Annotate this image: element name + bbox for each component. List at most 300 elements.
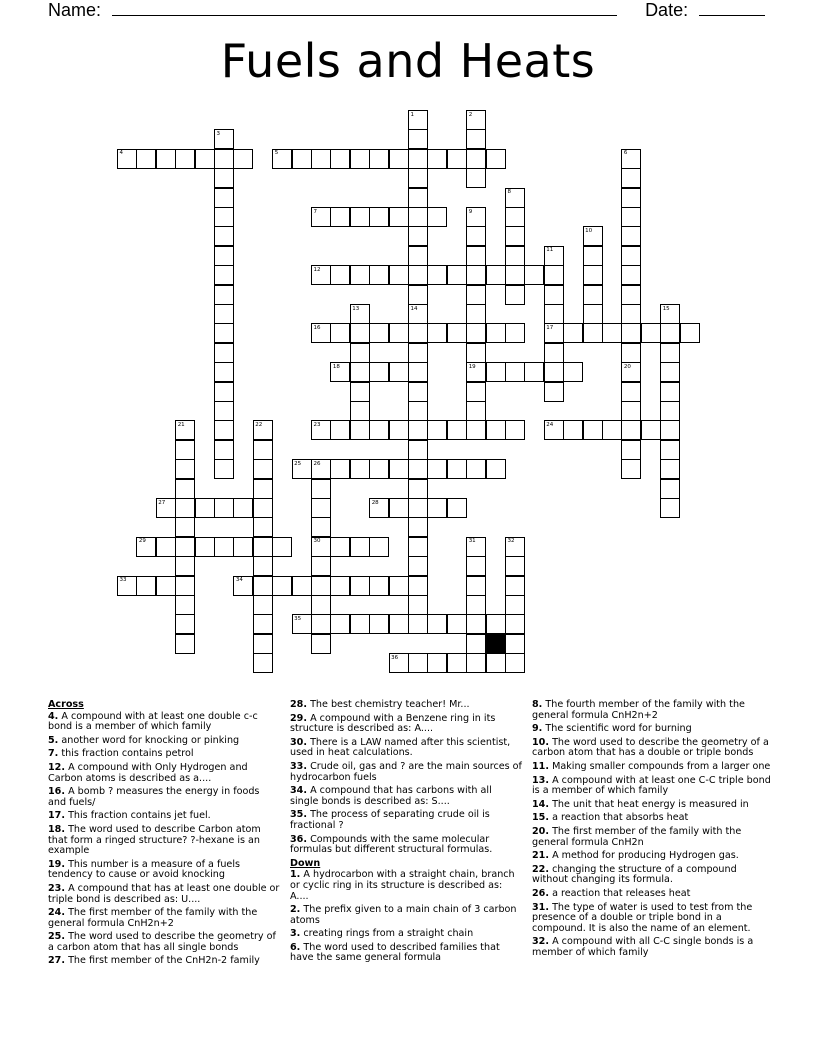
grid-cell[interactable] <box>447 265 467 285</box>
grid-cell[interactable] <box>156 537 176 557</box>
grid-cell[interactable] <box>311 479 331 499</box>
grid-cell[interactable] <box>408 576 428 596</box>
grid-cell[interactable] <box>311 323 331 343</box>
grid-cell[interactable] <box>136 576 156 596</box>
grid-cell[interactable] <box>253 498 273 518</box>
clue-number: 3 <box>216 130 220 137</box>
grid-cell[interactable] <box>466 653 486 673</box>
clue-number: 30. <box>290 736 307 748</box>
grid-cell[interactable] <box>369 149 389 169</box>
grid-cell[interactable] <box>563 420 583 440</box>
grid-cell[interactable] <box>408 459 428 479</box>
grid-cell[interactable] <box>311 614 331 634</box>
grid-cell[interactable] <box>292 459 312 479</box>
grid-cell[interactable] <box>466 246 486 266</box>
grid-cell[interactable] <box>330 207 350 227</box>
grid-cell[interactable] <box>544 382 564 402</box>
grid-cell[interactable] <box>466 343 486 363</box>
grid-cell[interactable] <box>350 614 370 634</box>
grid-cell[interactable] <box>408 168 428 188</box>
grid-cell[interactable] <box>621 382 641 402</box>
grid-cell[interactable] <box>621 149 641 169</box>
grid-cell[interactable] <box>233 498 253 518</box>
grid-cell[interactable] <box>621 323 641 343</box>
grid-cell[interactable] <box>156 149 176 169</box>
grid-cell[interactable] <box>330 614 350 634</box>
grid-cell[interactable] <box>660 420 680 440</box>
clue-number: 32 <box>507 538 515 545</box>
grid-cell[interactable] <box>505 595 525 615</box>
grid-cell[interactable] <box>641 420 661 440</box>
grid-cell[interactable] <box>214 168 234 188</box>
grid-cell[interactable] <box>389 498 409 518</box>
grid-cell[interactable] <box>214 382 234 402</box>
grid-cell[interactable] <box>621 246 641 266</box>
grid-cell[interactable] <box>660 401 680 421</box>
grid-cell[interactable] <box>427 265 447 285</box>
grid-cell[interactable] <box>214 207 234 227</box>
grid-cell[interactable] <box>311 207 331 227</box>
grid-cell[interactable] <box>369 498 389 518</box>
grid-cell[interactable] <box>466 129 486 149</box>
grid-cell[interactable] <box>350 576 370 596</box>
grid-cell[interactable] <box>175 479 195 499</box>
grid-cell[interactable] <box>408 517 428 537</box>
grid-cell[interactable] <box>447 498 467 518</box>
grid-cell[interactable] <box>214 401 234 421</box>
grid-cell[interactable] <box>408 207 428 227</box>
grid-cell[interactable] <box>544 304 564 324</box>
grid-cell[interactable] <box>447 614 467 634</box>
clue-text: changing the structure of a compound without changing its formula. <box>532 863 737 886</box>
grid-cell[interactable] <box>214 459 234 479</box>
grid-cell[interactable] <box>369 459 389 479</box>
grid-cell[interactable] <box>408 653 428 673</box>
grid-cell[interactable] <box>466 382 486 402</box>
grid-cell[interactable] <box>505 188 525 208</box>
grid-cell[interactable] <box>621 343 641 363</box>
grid-cell[interactable] <box>486 459 506 479</box>
grid-cell[interactable] <box>175 576 195 596</box>
grid-cell[interactable] <box>369 362 389 382</box>
grid-cell[interactable] <box>369 207 389 227</box>
grid-cell[interactable] <box>350 537 370 557</box>
grid-cell[interactable] <box>175 614 195 634</box>
grid-cell[interactable] <box>505 207 525 227</box>
grid-cell[interactable] <box>466 149 486 169</box>
clue-number: 28. <box>290 699 307 710</box>
clue-text: a reaction that releases heat <box>552 887 691 899</box>
grid-cell[interactable] <box>272 537 292 557</box>
grid-cell[interactable] <box>505 246 525 266</box>
grid-cell[interactable] <box>427 614 447 634</box>
grid-cell[interactable] <box>330 362 350 382</box>
grid-cell[interactable] <box>408 323 428 343</box>
grid-cell[interactable] <box>466 304 486 324</box>
grid-cell[interactable] <box>214 226 234 246</box>
grid-cell[interactable] <box>408 149 428 169</box>
date-field[interactable] <box>699 0 765 16</box>
grid-cell[interactable] <box>408 614 428 634</box>
grid-cell[interactable] <box>408 479 428 499</box>
grid-cell[interactable] <box>311 595 331 615</box>
clue-text: The best chemistry teacher! Mr... <box>310 699 470 710</box>
grid-cell[interactable] <box>486 323 506 343</box>
grid-cell[interactable] <box>389 362 409 382</box>
grid-cell[interactable] <box>544 285 564 305</box>
grid-cell[interactable] <box>272 149 292 169</box>
grid-cell[interactable] <box>427 207 447 227</box>
grid-cell[interactable] <box>156 498 176 518</box>
grid-cell[interactable] <box>583 226 603 246</box>
grid-cell[interactable] <box>369 537 389 557</box>
grid-cell[interactable] <box>621 440 641 460</box>
grid-cell[interactable] <box>311 149 331 169</box>
grid-cell[interactable] <box>311 420 331 440</box>
grid-cell[interactable] <box>466 207 486 227</box>
grid-cell[interactable] <box>408 265 428 285</box>
grid-cell[interactable] <box>660 323 680 343</box>
grid-cell[interactable] <box>214 265 234 285</box>
grid-cell[interactable] <box>660 382 680 402</box>
grid-cell[interactable] <box>175 517 195 537</box>
grid-cell[interactable] <box>466 168 486 188</box>
grid-cell[interactable] <box>330 149 350 169</box>
grid-cell[interactable] <box>486 265 506 285</box>
grid-cell[interactable] <box>427 653 447 673</box>
grid-cell[interactable] <box>253 517 273 537</box>
grid-cell[interactable] <box>505 420 525 440</box>
grid-cell[interactable] <box>233 576 253 596</box>
clue-number: 9 <box>468 208 473 215</box>
grid-cell[interactable] <box>486 420 506 440</box>
clue-number: 7 <box>313 208 317 215</box>
clue-number: 2. <box>290 904 301 916</box>
grid-cell[interactable] <box>350 149 370 169</box>
grid-cell[interactable] <box>175 420 195 440</box>
grid-cell[interactable] <box>195 498 215 518</box>
grid-cell[interactable] <box>369 614 389 634</box>
grid-cell[interactable] <box>253 614 273 634</box>
grid-cell[interactable] <box>505 226 525 246</box>
grid-cell[interactable] <box>389 459 409 479</box>
grid-cell[interactable] <box>544 420 564 440</box>
grid-cell[interactable] <box>350 343 370 363</box>
grid-cell[interactable] <box>350 401 370 421</box>
grid-cell[interactable] <box>660 304 680 324</box>
clue-number: 10 <box>585 227 593 234</box>
grid-cell[interactable] <box>583 304 603 324</box>
grid-cell[interactable] <box>214 343 234 363</box>
grid-cell[interactable] <box>466 323 486 343</box>
grid-cell[interactable] <box>214 304 234 324</box>
grid-cell[interactable] <box>253 440 273 460</box>
grid-cell[interactable] <box>427 459 447 479</box>
grid-cell[interactable] <box>466 110 486 130</box>
grid-cell[interactable] <box>563 323 583 343</box>
clue-number: 29. <box>290 712 307 724</box>
grid-cell[interactable] <box>350 323 370 343</box>
grid-cell[interactable] <box>544 343 564 363</box>
grid-cell[interactable] <box>621 420 641 440</box>
grid-cell[interactable] <box>175 498 195 518</box>
grid-cell[interactable] <box>253 634 273 654</box>
grid-cell[interactable] <box>311 576 331 596</box>
grid-cell[interactable] <box>214 129 234 149</box>
grid-cell[interactable] <box>350 420 370 440</box>
grid-cell[interactable] <box>427 149 447 169</box>
grid-cell[interactable] <box>330 265 350 285</box>
grid-cell[interactable] <box>311 556 331 576</box>
grid-cell[interactable] <box>330 576 350 596</box>
grid-cell[interactable] <box>660 459 680 479</box>
grid-cell[interactable] <box>583 285 603 305</box>
clue-number: 17 <box>546 324 554 331</box>
grid-cell[interactable] <box>389 265 409 285</box>
grid-cell[interactable] <box>253 420 273 440</box>
grid-cell[interactable] <box>330 537 350 557</box>
grid-cell[interactable] <box>292 149 312 169</box>
grid-cell[interactable] <box>447 149 467 169</box>
grid-cell[interactable] <box>214 149 234 169</box>
grid-cell[interactable] <box>563 362 583 382</box>
grid-cell[interactable] <box>466 285 486 305</box>
clue-number: 1. <box>290 869 301 881</box>
grid-cell[interactable] <box>136 149 156 169</box>
grid-cell[interactable] <box>505 614 525 634</box>
grid-cell[interactable] <box>408 420 428 440</box>
grid-cell[interactable] <box>389 576 409 596</box>
grid-cell[interactable] <box>660 440 680 460</box>
clue-text: The first member of the family with the general formula CnH2n+2 <box>48 907 258 929</box>
grid-cell[interactable] <box>136 537 156 557</box>
grid-cell[interactable] <box>408 537 428 557</box>
grid-cell[interactable] <box>505 323 525 343</box>
grid-cell[interactable] <box>175 595 195 615</box>
grid-cell[interactable] <box>466 226 486 246</box>
grid-cell[interactable] <box>621 226 641 246</box>
grid-cell[interactable] <box>369 265 389 285</box>
grid-cell[interactable] <box>350 362 370 382</box>
grid-cell[interactable] <box>408 129 428 149</box>
grid-cell[interactable] <box>660 343 680 363</box>
grid-cell[interactable] <box>408 401 428 421</box>
grid-cell[interactable] <box>214 420 234 440</box>
grid-cell[interactable] <box>233 537 253 557</box>
grid-cell[interactable] <box>175 556 195 576</box>
grid-cell[interactable] <box>621 401 641 421</box>
grid-cell[interactable] <box>408 188 428 208</box>
grid-cell[interactable] <box>505 576 525 596</box>
grid-cell[interactable] <box>350 304 370 324</box>
grid-cell[interactable] <box>602 323 622 343</box>
grid-cell[interactable] <box>447 653 467 673</box>
grid-cell[interactable] <box>505 537 525 557</box>
grid-cell[interactable] <box>447 323 467 343</box>
clue-heading: Across <box>48 699 84 710</box>
grid-cell[interactable] <box>680 323 700 343</box>
grid-cell[interactable] <box>389 207 409 227</box>
grid-cell[interactable] <box>466 537 486 557</box>
grid-cell[interactable] <box>660 498 680 518</box>
grid-cell[interactable] <box>369 323 389 343</box>
grid-cell[interactable] <box>311 634 331 654</box>
clue-text: another word for knocking or pinking <box>61 734 240 746</box>
grid-cell[interactable] <box>330 323 350 343</box>
grid-cell[interactable] <box>583 265 603 285</box>
grid-cell[interactable] <box>408 285 428 305</box>
grid-cell[interactable] <box>466 576 486 596</box>
grid-cell[interactable] <box>486 149 506 169</box>
grid-cell[interactable] <box>505 556 525 576</box>
grid-cell[interactable] <box>544 362 564 382</box>
grid-cell[interactable] <box>466 556 486 576</box>
grid-cell[interactable] <box>427 420 447 440</box>
grid-cell[interactable] <box>389 653 409 673</box>
grid-cell[interactable] <box>389 323 409 343</box>
grid-cell[interactable] <box>524 265 544 285</box>
grid-cell[interactable] <box>253 576 273 596</box>
grid-cell[interactable] <box>641 323 661 343</box>
grid-cell[interactable] <box>214 498 234 518</box>
grid-cell[interactable] <box>330 420 350 440</box>
grid-cell[interactable] <box>175 634 195 654</box>
grid-cell[interactable] <box>369 420 389 440</box>
grid-cell[interactable] <box>253 537 273 557</box>
grid-cell[interactable] <box>466 614 486 634</box>
grid-cell[interactable] <box>466 459 486 479</box>
grid-cell[interactable] <box>408 498 428 518</box>
grid-cell[interactable] <box>583 323 603 343</box>
grid-cell[interactable] <box>195 537 215 557</box>
grid-cell[interactable] <box>175 149 195 169</box>
grid-cell[interactable] <box>214 285 234 305</box>
grid-cell[interactable] <box>544 246 564 266</box>
grid-cell[interactable] <box>544 323 564 343</box>
grid-cell[interactable] <box>117 149 137 169</box>
grid-cell[interactable] <box>505 653 525 673</box>
grid-cell[interactable] <box>389 420 409 440</box>
grid-cell[interactable] <box>505 362 525 382</box>
grid-cell[interactable] <box>621 168 641 188</box>
grid-cell[interactable] <box>427 323 447 343</box>
grid-cell[interactable] <box>466 420 486 440</box>
grid-cell[interactable] <box>408 343 428 363</box>
grid-cell[interactable] <box>621 188 641 208</box>
grid-cell[interactable] <box>311 537 331 557</box>
grid-cell[interactable] <box>292 614 312 634</box>
grid-cell[interactable] <box>505 265 525 285</box>
grid-cell[interactable] <box>350 265 370 285</box>
grid-cell[interactable] <box>408 595 428 615</box>
grid-cell[interactable] <box>175 537 195 557</box>
grid-cell[interactable] <box>311 459 331 479</box>
grid-cell[interactable] <box>350 459 370 479</box>
grid-cell[interactable] <box>408 304 428 324</box>
grid-cell[interactable] <box>621 285 641 305</box>
grid-cell[interactable] <box>583 420 603 440</box>
grid-cell[interactable] <box>544 265 564 285</box>
grid-cell[interactable] <box>583 246 603 266</box>
grid-cell[interactable] <box>621 207 641 227</box>
grid-cell[interactable] <box>660 362 680 382</box>
grid-cell[interactable] <box>466 401 486 421</box>
grid-cell[interactable] <box>447 420 467 440</box>
grid-cell[interactable] <box>389 149 409 169</box>
grid-cell[interactable] <box>427 498 447 518</box>
grid-cell[interactable] <box>408 226 428 246</box>
grid-cell[interactable] <box>369 576 389 596</box>
grid-cell[interactable] <box>466 595 486 615</box>
grid-cell[interactable] <box>292 576 312 596</box>
grid-cell[interactable] <box>602 420 622 440</box>
clue-text: The word used to describe Carbon atom that form a ringed structure? ?-hexane is an example <box>48 823 261 857</box>
grid-cell[interactable] <box>330 459 350 479</box>
grid-cell[interactable] <box>466 362 486 382</box>
grid-cell[interactable] <box>195 149 215 169</box>
grid-cell[interactable] <box>214 440 234 460</box>
grid-cell[interactable] <box>253 556 273 576</box>
grid-cell[interactable] <box>214 362 234 382</box>
grid-cell[interactable] <box>621 459 641 479</box>
grid-cell[interactable] <box>350 207 370 227</box>
grid-cell[interactable] <box>524 362 544 382</box>
grid-cell[interactable] <box>486 614 506 634</box>
grid-cell[interactable] <box>486 362 506 382</box>
grid-cell[interactable] <box>621 265 641 285</box>
clue-number: 25. <box>48 931 65 943</box>
grid-cell[interactable] <box>408 110 428 130</box>
grid-cell[interactable] <box>486 653 506 673</box>
grid-cell[interactable] <box>253 459 273 479</box>
grid-cell[interactable] <box>175 440 195 460</box>
grid-cell[interactable] <box>175 459 195 479</box>
grid-cell[interactable] <box>466 265 486 285</box>
grid-cell[interactable] <box>389 614 409 634</box>
grid-cell[interactable] <box>408 246 428 266</box>
grid-cell[interactable] <box>311 498 331 518</box>
grid-cell[interactable] <box>117 576 137 596</box>
grid-cell[interactable] <box>505 634 525 654</box>
grid-cell[interactable] <box>156 576 176 596</box>
grid-cell[interactable] <box>214 537 234 557</box>
grid-cell[interactable] <box>350 382 370 402</box>
grid-cell[interactable] <box>272 576 292 596</box>
grid-cell[interactable] <box>505 285 525 305</box>
grid-cell[interactable] <box>408 362 428 382</box>
grid-cell[interactable] <box>233 149 253 169</box>
grid-cell[interactable] <box>311 265 331 285</box>
grid-cell[interactable] <box>408 440 428 460</box>
grid-cell[interactable] <box>214 246 234 266</box>
grid-cell[interactable] <box>214 188 234 208</box>
clue-item <box>532 738 772 759</box>
grid-cell[interactable] <box>447 459 467 479</box>
grid-cell[interactable] <box>466 634 486 654</box>
grid-cell[interactable] <box>214 323 234 343</box>
name-field[interactable] <box>112 0 617 16</box>
clue-number: 31 <box>468 538 476 545</box>
grid-cell[interactable] <box>253 479 273 499</box>
grid-cell[interactable] <box>311 517 331 537</box>
grid-cell[interactable] <box>660 479 680 499</box>
grid-cell[interactable] <box>621 362 641 382</box>
grid-cell[interactable] <box>408 382 428 402</box>
grid-cell[interactable] <box>253 595 273 615</box>
grid-cell[interactable] <box>621 304 641 324</box>
grid-cell[interactable] <box>253 653 273 673</box>
grid-cell[interactable] <box>408 556 428 576</box>
